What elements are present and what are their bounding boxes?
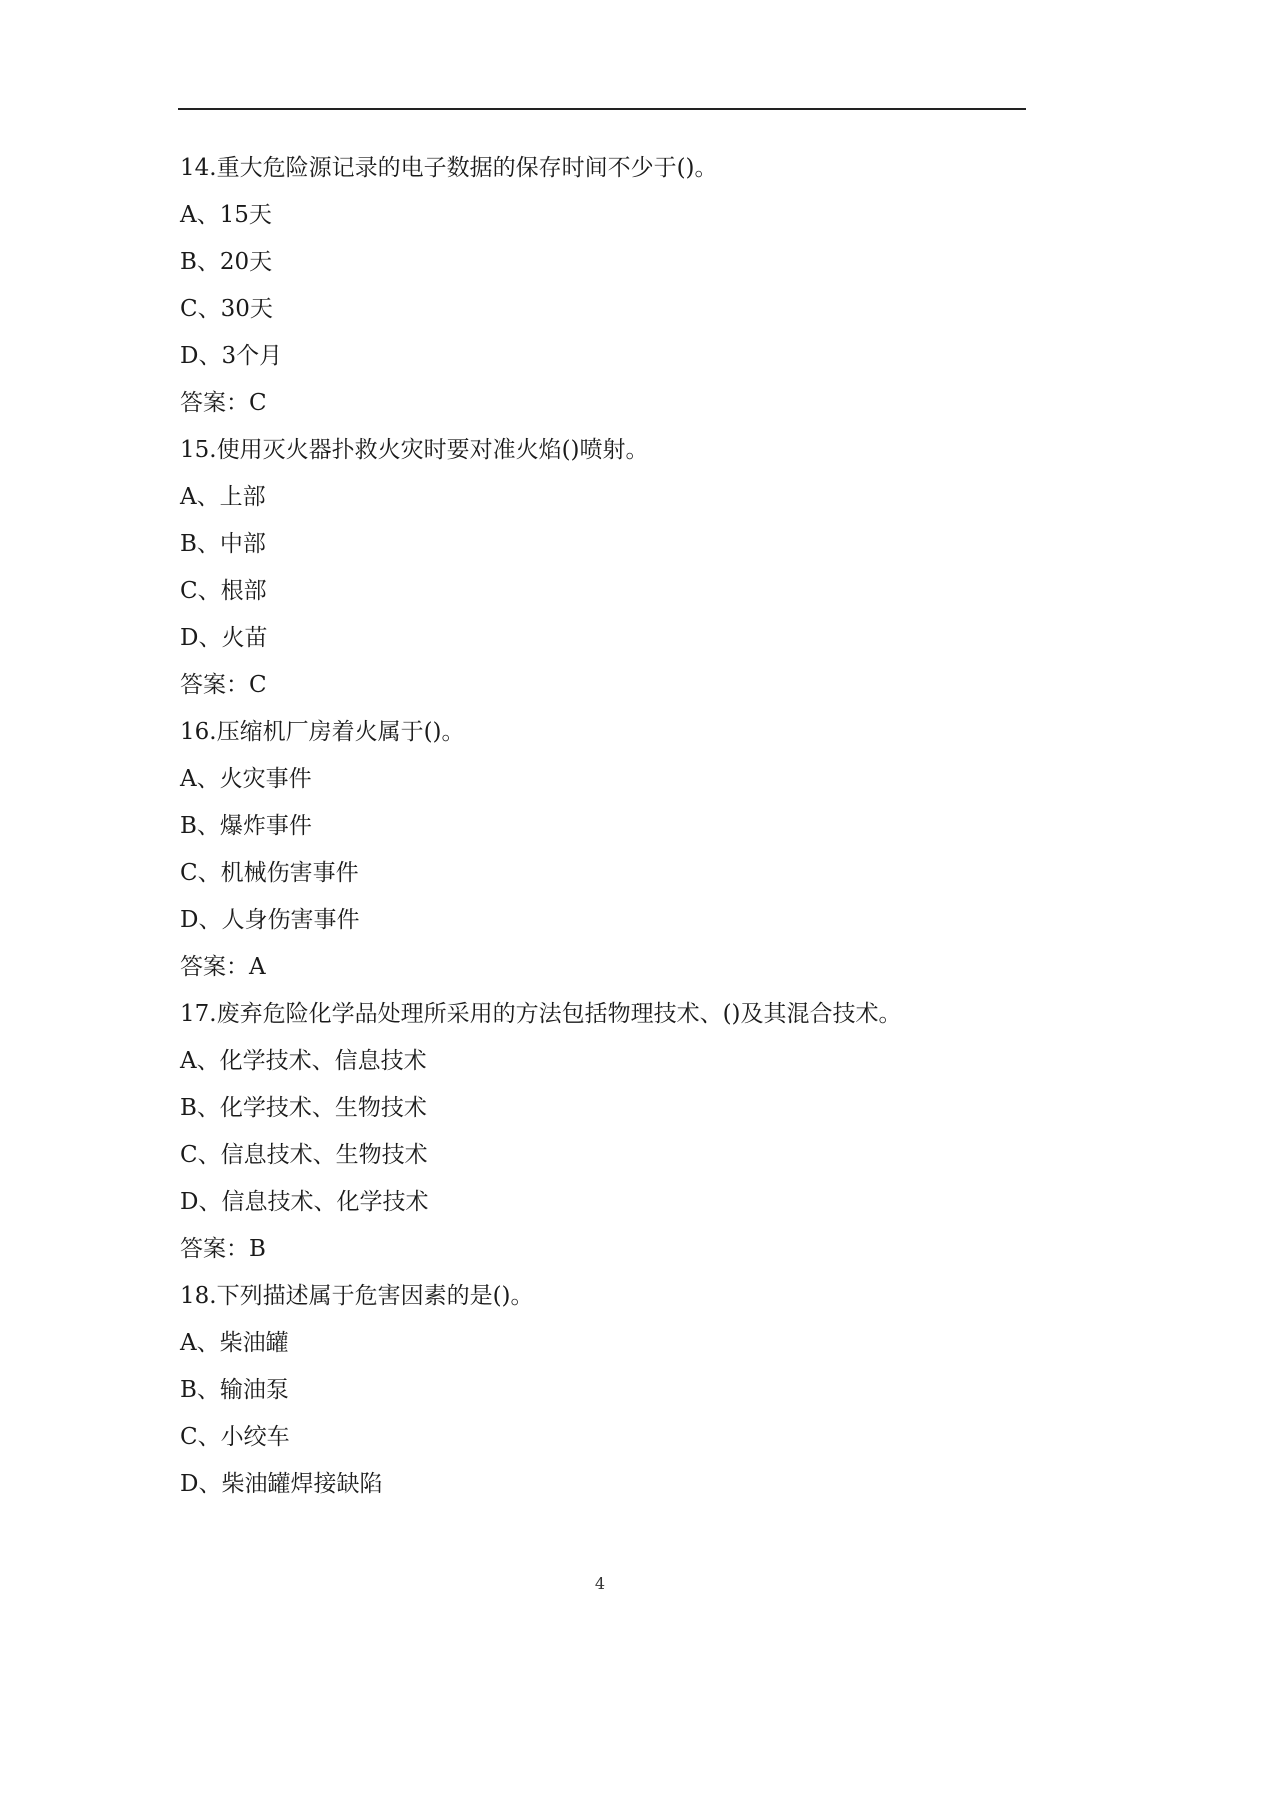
option-c: C、30天 [180, 296, 273, 322]
option-c: C、机械伤害事件 [180, 860, 359, 886]
question-stem: 15.使用灭火器扑救火灾时要对准火焰()喷射。 [180, 437, 649, 463]
option-d: D、信息技术、化学技术 [180, 1189, 429, 1215]
question-list [180, 148, 1060, 1511]
header-rule [178, 108, 1026, 110]
answer-line: 答案：C [180, 672, 267, 698]
question-stem: 18.下列描述属于危害因素的是()。 [180, 1283, 534, 1309]
option-d: D、人身伤害事件 [180, 907, 360, 933]
option-c: C、小绞车 [180, 1424, 290, 1450]
answer-line: 答案：B [180, 1236, 266, 1262]
option-c: C、信息技术、生物技术 [180, 1142, 428, 1168]
option-d: D、柴油罐焊接缺陷 [180, 1471, 383, 1497]
option-c: C、根部 [180, 578, 267, 604]
option-a: A、上部 [180, 484, 266, 510]
question-stem: 14.重大危险源记录的电子数据的保存时间不少于()。 [180, 155, 718, 181]
option-d: D、火苗 [180, 625, 268, 651]
answer-line: 答案：C [180, 390, 267, 416]
option-a: A、化学技术、信息技术 [180, 1048, 427, 1074]
option-a: A、柴油罐 [180, 1330, 289, 1356]
option-a: A、15天 [180, 202, 272, 228]
page-number: 4 [594, 1574, 606, 1593]
question-stem: 16.压缩机厂房着火属于()。 [180, 719, 465, 745]
option-b: B、20天 [180, 249, 273, 275]
option-d: D、3个月 [180, 343, 283, 369]
option-b: B、中部 [180, 531, 266, 557]
option-a: A、火灾事件 [180, 766, 312, 792]
option-b: B、爆炸事件 [180, 813, 312, 839]
option-b: B、输油泵 [180, 1377, 289, 1403]
option-b: B、化学技术、生物技术 [180, 1095, 427, 1121]
answer-line: 答案：A [180, 954, 266, 980]
question-stem: 17.废弃危险化学品处理所采用的方法包括物理技术、()及其混合技术。 [180, 1001, 902, 1027]
